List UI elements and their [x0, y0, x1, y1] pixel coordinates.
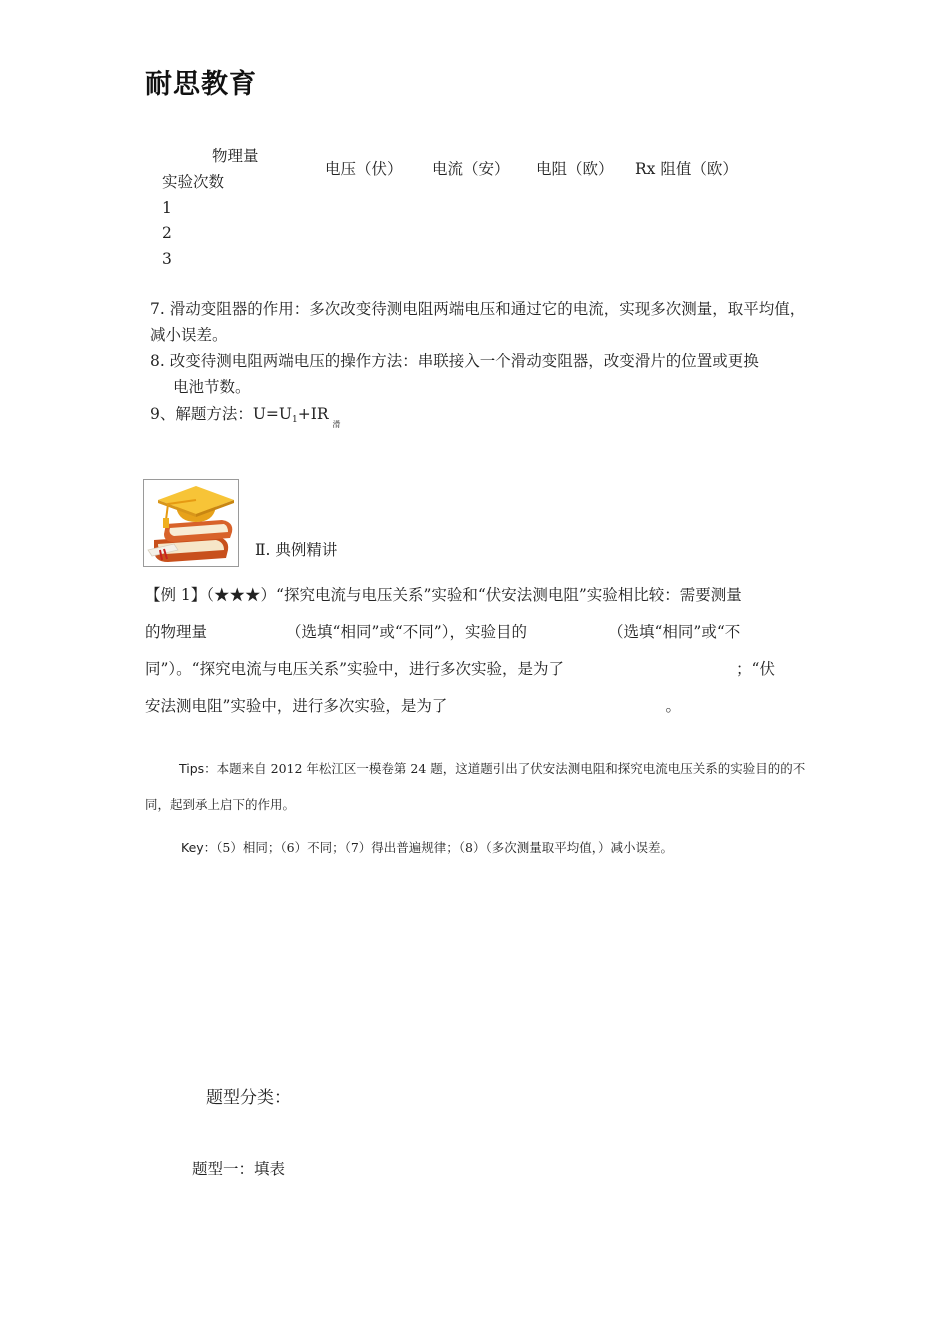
question-types-title: 题型分类：: [206, 1088, 291, 1108]
example-line-1: 【例 1】（★★★）“探究电流与电压关系”实验和“伏安法测电阻”实验相比较：需要测量: [145, 586, 742, 604]
table-col-resistance: 电阻（欧）: [536, 160, 614, 178]
point-8-line2: 电池节数。: [173, 378, 251, 396]
key-paragraph: [181, 838, 673, 856]
example-line-3a: 同”）。“探究电流与电压关系”实验中，进行多次实验，是为了: [145, 660, 565, 678]
point-9-prefix: 9、解题方法：U=U: [150, 405, 292, 423]
point-8-line1: 8. 改变待测电阻两端电压的操作方法：串联接入一个滑动变阻器，改变滑片的位置或更换: [150, 352, 759, 370]
table-row: 1: [162, 199, 172, 217]
point-9-sub2: 滑: [332, 420, 341, 429]
table-row: 3: [162, 250, 172, 268]
example-line-2: [145, 622, 807, 642]
example-line-2b: （选填“相同”或“不同”），实验目的: [286, 623, 527, 641]
question-type-1: 题型一：填表: [192, 1160, 286, 1178]
section-title: Ⅱ. 典例精讲: [255, 541, 338, 559]
tips-label: Tips: [179, 761, 205, 776]
key-text: ：（5）相同；（6）不同；（7）得出普遍规律；（8）（多次测量取平均值，）减小误差。: [203, 840, 673, 855]
point-8: [150, 348, 810, 400]
key-label: Key: [181, 840, 204, 855]
table-header-quantity: 物理量: [212, 147, 259, 165]
example-line-3: [145, 659, 807, 679]
point-7: 7. 滑动变阻器的作用：多次改变待测电阻两端电压和通过它的电流，实现多次测量，取平均值，减小误差。: [150, 300, 806, 344]
tips-paragraph: [145, 751, 807, 823]
table-col-voltage: 电压（伏）: [325, 160, 403, 178]
point-9-sub1: 1: [291, 415, 298, 425]
example-line-4: [145, 696, 807, 716]
example-line-3b: ；“伏: [736, 660, 775, 678]
header-logo: 耐思教育: [145, 69, 257, 100]
tips-text: ：本题来自 2012 年松江区一模卷第 24 题，这道题引出了伏安法测电阻和探究电流电压关系的实验目的的不同，起到承上启下的作用。: [145, 761, 806, 812]
example-line-4b: 。: [665, 697, 681, 715]
point-9: [150, 404, 341, 435]
table-col-current: 电流（安）: [432, 160, 510, 178]
table-col-rx: Rx 阻值（欧）: [635, 160, 738, 178]
example-line-2a: 的物理量: [145, 623, 208, 641]
graduation-cap-books-icon: [143, 479, 239, 567]
example-line-2c: （选填“相同”或“不: [607, 623, 741, 641]
point-9-mid: +IR: [297, 405, 329, 423]
table-header-trial: 实验次数: [162, 173, 225, 191]
table-row: 2: [162, 224, 172, 242]
example-line-4a: 安法测电阻”实验中，进行多次实验，是为了: [145, 697, 448, 715]
